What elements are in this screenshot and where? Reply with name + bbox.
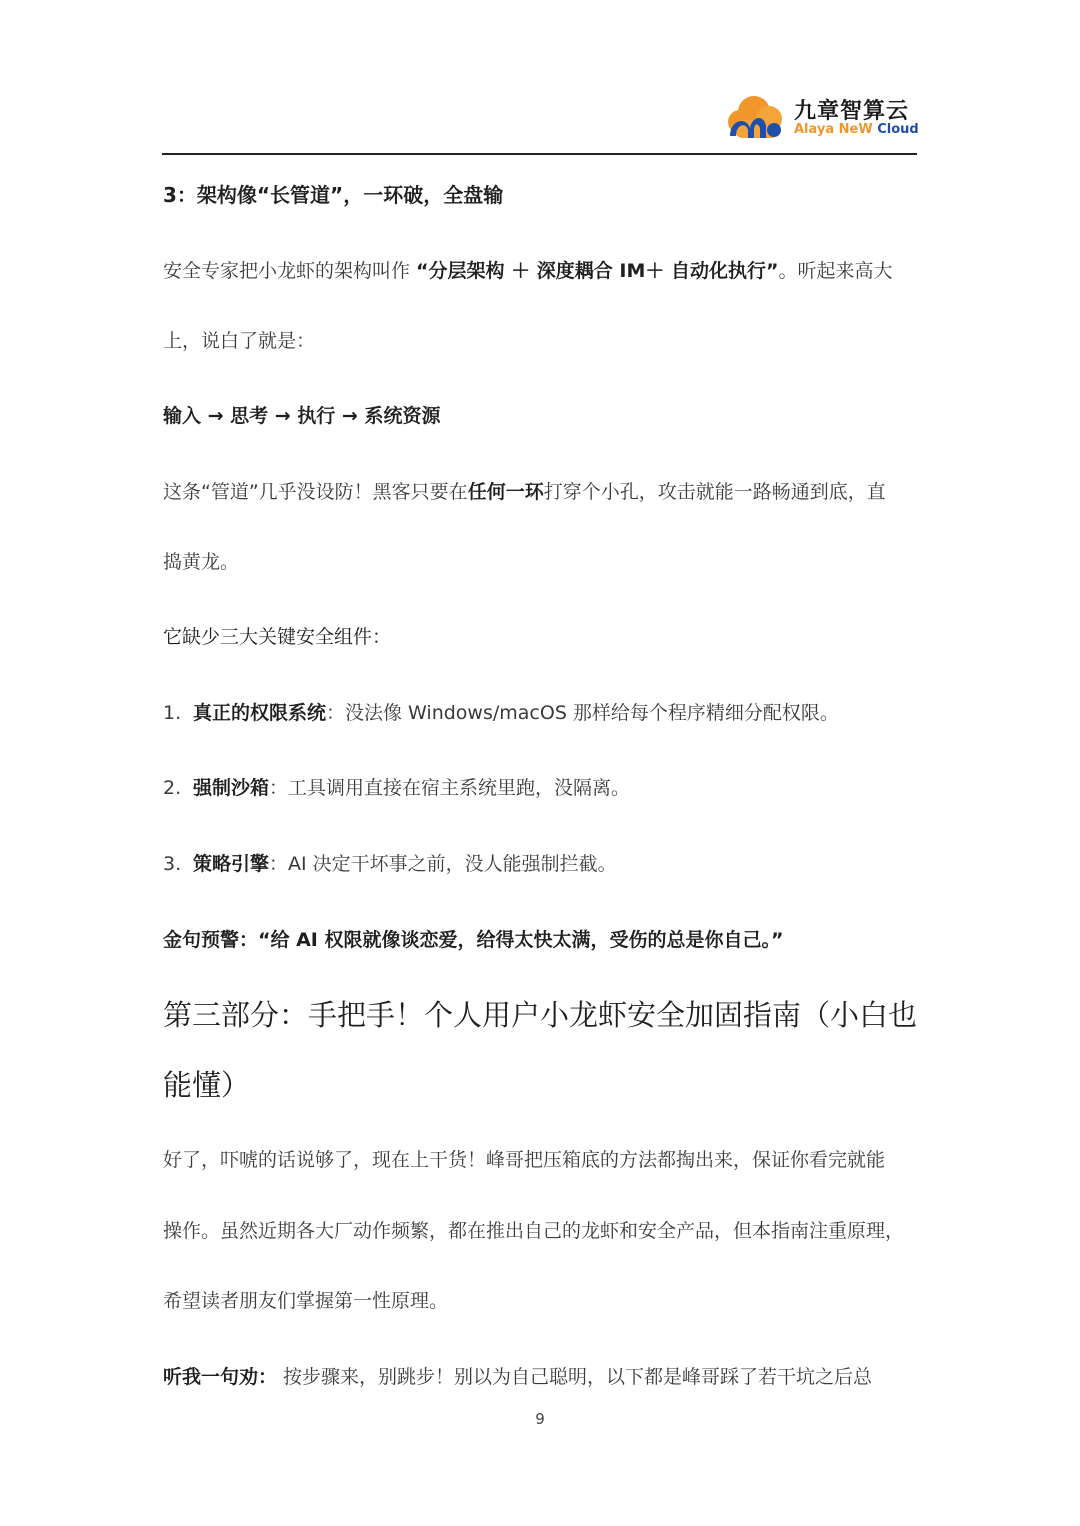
para-text: 这条“管道”几乎没设防！黑客只要在 [163, 481, 468, 503]
brand-logo [724, 92, 924, 144]
para-text: 。听起来高大 [778, 260, 893, 282]
paragraph-line [163, 479, 918, 505]
list-number: 1. [163, 702, 182, 724]
cloud-logo-icon [724, 92, 786, 142]
list-item [163, 775, 918, 801]
para-bold-text: “分层架构 ＋ 深度耦合 IM＋ 自动化执行” [416, 260, 779, 282]
part-title-line2: 能懂） [163, 1068, 251, 1102]
logo-en-alaya: Alaya NeW [794, 122, 873, 137]
paragraph-line [163, 258, 918, 284]
para-text: 安全专家把小龙虾的架构叫作 [163, 260, 417, 282]
logo-english-name [794, 122, 919, 137]
advice-label: 听我一句劝： [163, 1366, 278, 1388]
logo-chinese-name: 九章智算云 [794, 99, 910, 124]
advice-text: 按步骤来，别跳步！别以为自己聪明，以下都是峰哥踩了若干坑之后总 [277, 1366, 873, 1388]
list-desc: ：AI 决定干坏事之前，没人能强制拦截。 [269, 853, 617, 875]
paragraph-line: 上，说白了就是： [163, 330, 316, 352]
part-title-line1: 第三部分：手把手！个人用户小龙虾安全加固指南（小白也 [163, 998, 918, 1032]
list-desc: ：工具调用直接在宿主系统里跑，没隔离。 [269, 777, 631, 799]
logo-en-cloud: Cloud [872, 122, 919, 137]
paragraph-line: 操作。虽然近期各大厂动作频繁，都在推出自己的龙虾和安全产品，但本指南注重原理， [163, 1220, 905, 1242]
list-term: 真正的权限系统 [193, 702, 327, 724]
header-divider [162, 153, 917, 155]
page-number: 9 [535, 1410, 545, 1428]
para-text: 打穿个小孔，攻击就能一路畅通到底，直 [543, 481, 886, 503]
paragraph-line: 好了，吓唬的话说够了，现在上干货！峰哥把压箱底的方法都掏出来，保证你看完就能 [163, 1149, 886, 1171]
list-term: 强制沙箱 [193, 777, 270, 799]
key-quote: 金句预警：“给 AI 权限就像谈恋爱，给得太快太满，受伤的总是你自己。” [163, 929, 784, 951]
para-bold-text: 任何一环 [467, 481, 544, 503]
list-item [163, 851, 918, 877]
list-number: 3. [163, 853, 182, 875]
section-heading: 3：架构像“长管道”，一环破，全盘输 [163, 183, 504, 207]
list-term: 策略引擎 [193, 853, 270, 875]
list-desc: ：没法像 Windows/macOS 那样给每个程序精细分配权限。 [326, 702, 839, 724]
advice-line [163, 1364, 918, 1390]
paragraph-line: 捣黄龙。 [163, 551, 240, 573]
list-number: 2. [163, 777, 182, 799]
list-item [163, 700, 918, 726]
list-heading: 它缺少三大关键安全组件： [163, 626, 392, 648]
paragraph-line: 希望读者朋友们掌握第一性原理。 [163, 1290, 449, 1312]
pipeline-line: 输入 → 思考 → 执行 → 系统资源 [163, 405, 441, 427]
